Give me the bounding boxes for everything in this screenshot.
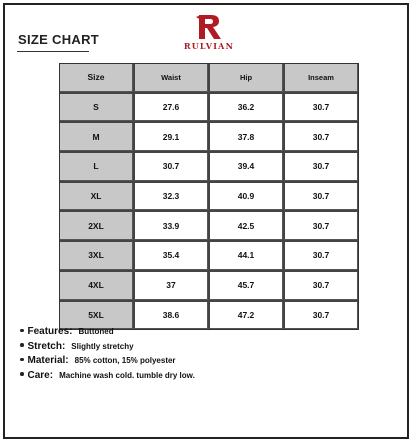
feature-label: Stretch:	[27, 340, 66, 352]
size-cell: M	[60, 123, 133, 151]
feature-value: Buttoned	[78, 327, 114, 336]
table-row	[60, 121, 358, 151]
waist-cell: 35.4	[133, 242, 208, 270]
brand-logo	[178, 14, 240, 51]
brand-name: RULVIAN	[183, 41, 235, 51]
hip-cell: 47.2	[208, 302, 283, 330]
size-cell: 4XL	[60, 272, 133, 300]
size-cell: S	[60, 94, 133, 122]
feature-value: 85% cotton, 15% polyester	[74, 356, 176, 365]
table-row	[60, 181, 358, 211]
hip-cell: 36.2	[208, 94, 283, 122]
feature-value: Slightly stretchy	[71, 341, 134, 351]
inseam-cell: 30.7	[283, 94, 358, 122]
table-row	[60, 300, 358, 330]
table-header-row	[60, 64, 358, 92]
list-item	[20, 355, 195, 370]
title-underline	[17, 51, 89, 52]
waist-cell: 30.7	[133, 153, 208, 181]
size-cell: 5XL	[60, 302, 133, 330]
feature-label: Features:	[27, 326, 73, 337]
bullet-icon	[20, 329, 24, 333]
feature-label: Material:	[27, 355, 69, 366]
inseam-cell: 30.7	[283, 183, 358, 211]
inseam-cell: 30.7	[283, 123, 358, 151]
hip-cell: 42.5	[208, 212, 283, 240]
size-cell: L	[60, 153, 133, 181]
bullet-icon	[20, 372, 24, 376]
inseam-cell: 30.7	[283, 242, 358, 270]
header-cell: Inseam	[283, 64, 358, 92]
header-cell: Waist	[133, 64, 208, 92]
size-cell: 2XL	[60, 212, 133, 240]
waist-cell: 29.1	[133, 123, 208, 151]
bullet-icon	[20, 343, 24, 347]
table-row	[60, 92, 358, 122]
waist-cell: 38.6	[133, 302, 208, 330]
table-row	[60, 210, 358, 240]
size-cell: XL	[60, 183, 133, 211]
inseam-cell: 30.7	[283, 153, 358, 181]
list-item	[20, 341, 195, 356]
hip-cell: 45.7	[208, 272, 283, 300]
waist-cell: 37	[133, 272, 208, 300]
table-row	[60, 151, 358, 181]
waist-cell: 33.9	[133, 212, 208, 240]
inseam-cell: 30.7	[283, 272, 358, 300]
table-row	[60, 270, 358, 300]
waist-cell: 27.6	[133, 94, 208, 122]
list-item	[20, 326, 195, 341]
table-row	[60, 240, 358, 270]
bullet-icon	[20, 358, 24, 362]
inseam-cell: 30.7	[283, 302, 358, 330]
hip-cell: 44.1	[208, 242, 283, 270]
feature-label: Care:	[27, 369, 54, 381]
list-item	[20, 370, 195, 385]
inseam-cell: 30.7	[283, 212, 358, 240]
header-cell: Hip	[208, 64, 283, 92]
size-cell: 3XL	[60, 242, 133, 270]
feature-value: Machine wash cold. tumble dry low.	[59, 370, 195, 380]
brand-r-icon	[194, 14, 224, 40]
header-cell: Size	[60, 64, 133, 92]
hip-cell: 37.8	[208, 123, 283, 151]
hip-cell: 40.9	[208, 183, 283, 211]
size-table	[59, 63, 359, 330]
waist-cell: 32.3	[133, 183, 208, 211]
hip-cell: 39.4	[208, 153, 283, 181]
features-list	[20, 326, 195, 384]
page-title: SIZE CHART	[18, 32, 99, 47]
